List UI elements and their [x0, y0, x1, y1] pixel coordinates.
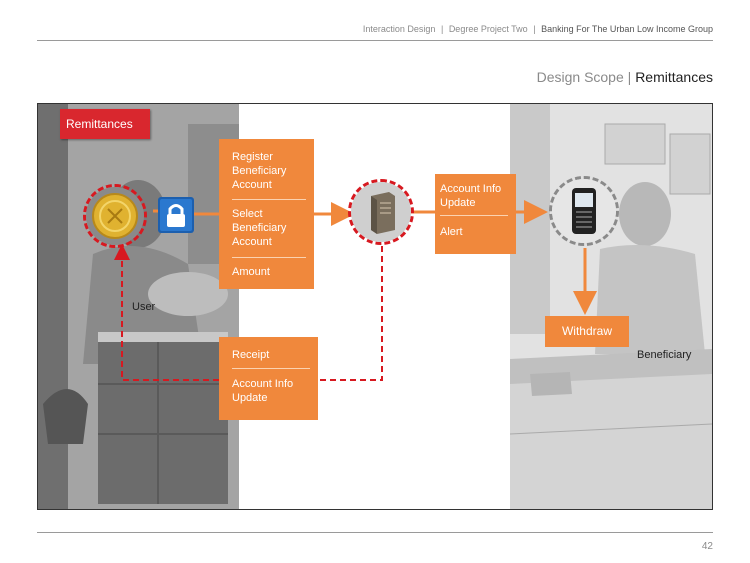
- coin-circle: [83, 184, 147, 248]
- coin-icon: [86, 187, 144, 245]
- user-label: User: [132, 301, 156, 313]
- withdraw-box: [545, 316, 629, 347]
- beneficiary-label: Beneficiary: [637, 349, 692, 361]
- header-separator: |: [440, 24, 444, 34]
- connector-server-receipt: [318, 246, 382, 380]
- diagram-panel: [37, 103, 713, 510]
- header-course: Interaction Design: [362, 24, 436, 34]
- title-topic: Remittances: [635, 69, 713, 85]
- header-topic: Banking For The Urban Low Income Group: [541, 24, 713, 34]
- receipt-box: [219, 337, 318, 420]
- box-item-alert: Alert: [440, 226, 463, 238]
- box-divider: [232, 257, 306, 258]
- header-project: Degree Project Two: [448, 24, 528, 34]
- box-divider: [232, 368, 310, 369]
- withdraw-label: Withdraw: [561, 324, 612, 338]
- box-divider: [232, 199, 306, 200]
- phone-circle: [549, 176, 619, 246]
- title-section: Design Scope: [536, 69, 624, 85]
- top-divider: [37, 40, 713, 41]
- register-beneficiary-box: [219, 139, 314, 289]
- page-title: [537, 69, 713, 85]
- account-update-box: [435, 174, 516, 254]
- box-item-receipt: Receipt: [232, 349, 270, 361]
- remittances-badge: Remittances: [60, 109, 150, 139]
- box-item-account-update: Account Info Update: [440, 183, 502, 209]
- box-divider: [440, 215, 508, 216]
- mobile-phone-icon: [552, 179, 616, 243]
- server-icon: [351, 182, 411, 242]
- title-separator: |: [627, 69, 632, 85]
- page-number: 42: [701, 541, 713, 552]
- box-item-account-update: Account Info Update: [232, 378, 294, 404]
- bottom-divider: [37, 532, 713, 533]
- header-separator: |: [533, 24, 536, 34]
- box-item-amount: Amount: [232, 266, 270, 278]
- header-breadcrumb: [363, 24, 713, 34]
- box-item-select: Select Beneficiary Account: [232, 208, 287, 248]
- server-circle: [348, 179, 414, 245]
- lock-icon: [158, 197, 194, 233]
- connector-receipt-user: [122, 248, 219, 380]
- box-item-register: Register Beneficiary Account: [232, 151, 287, 191]
